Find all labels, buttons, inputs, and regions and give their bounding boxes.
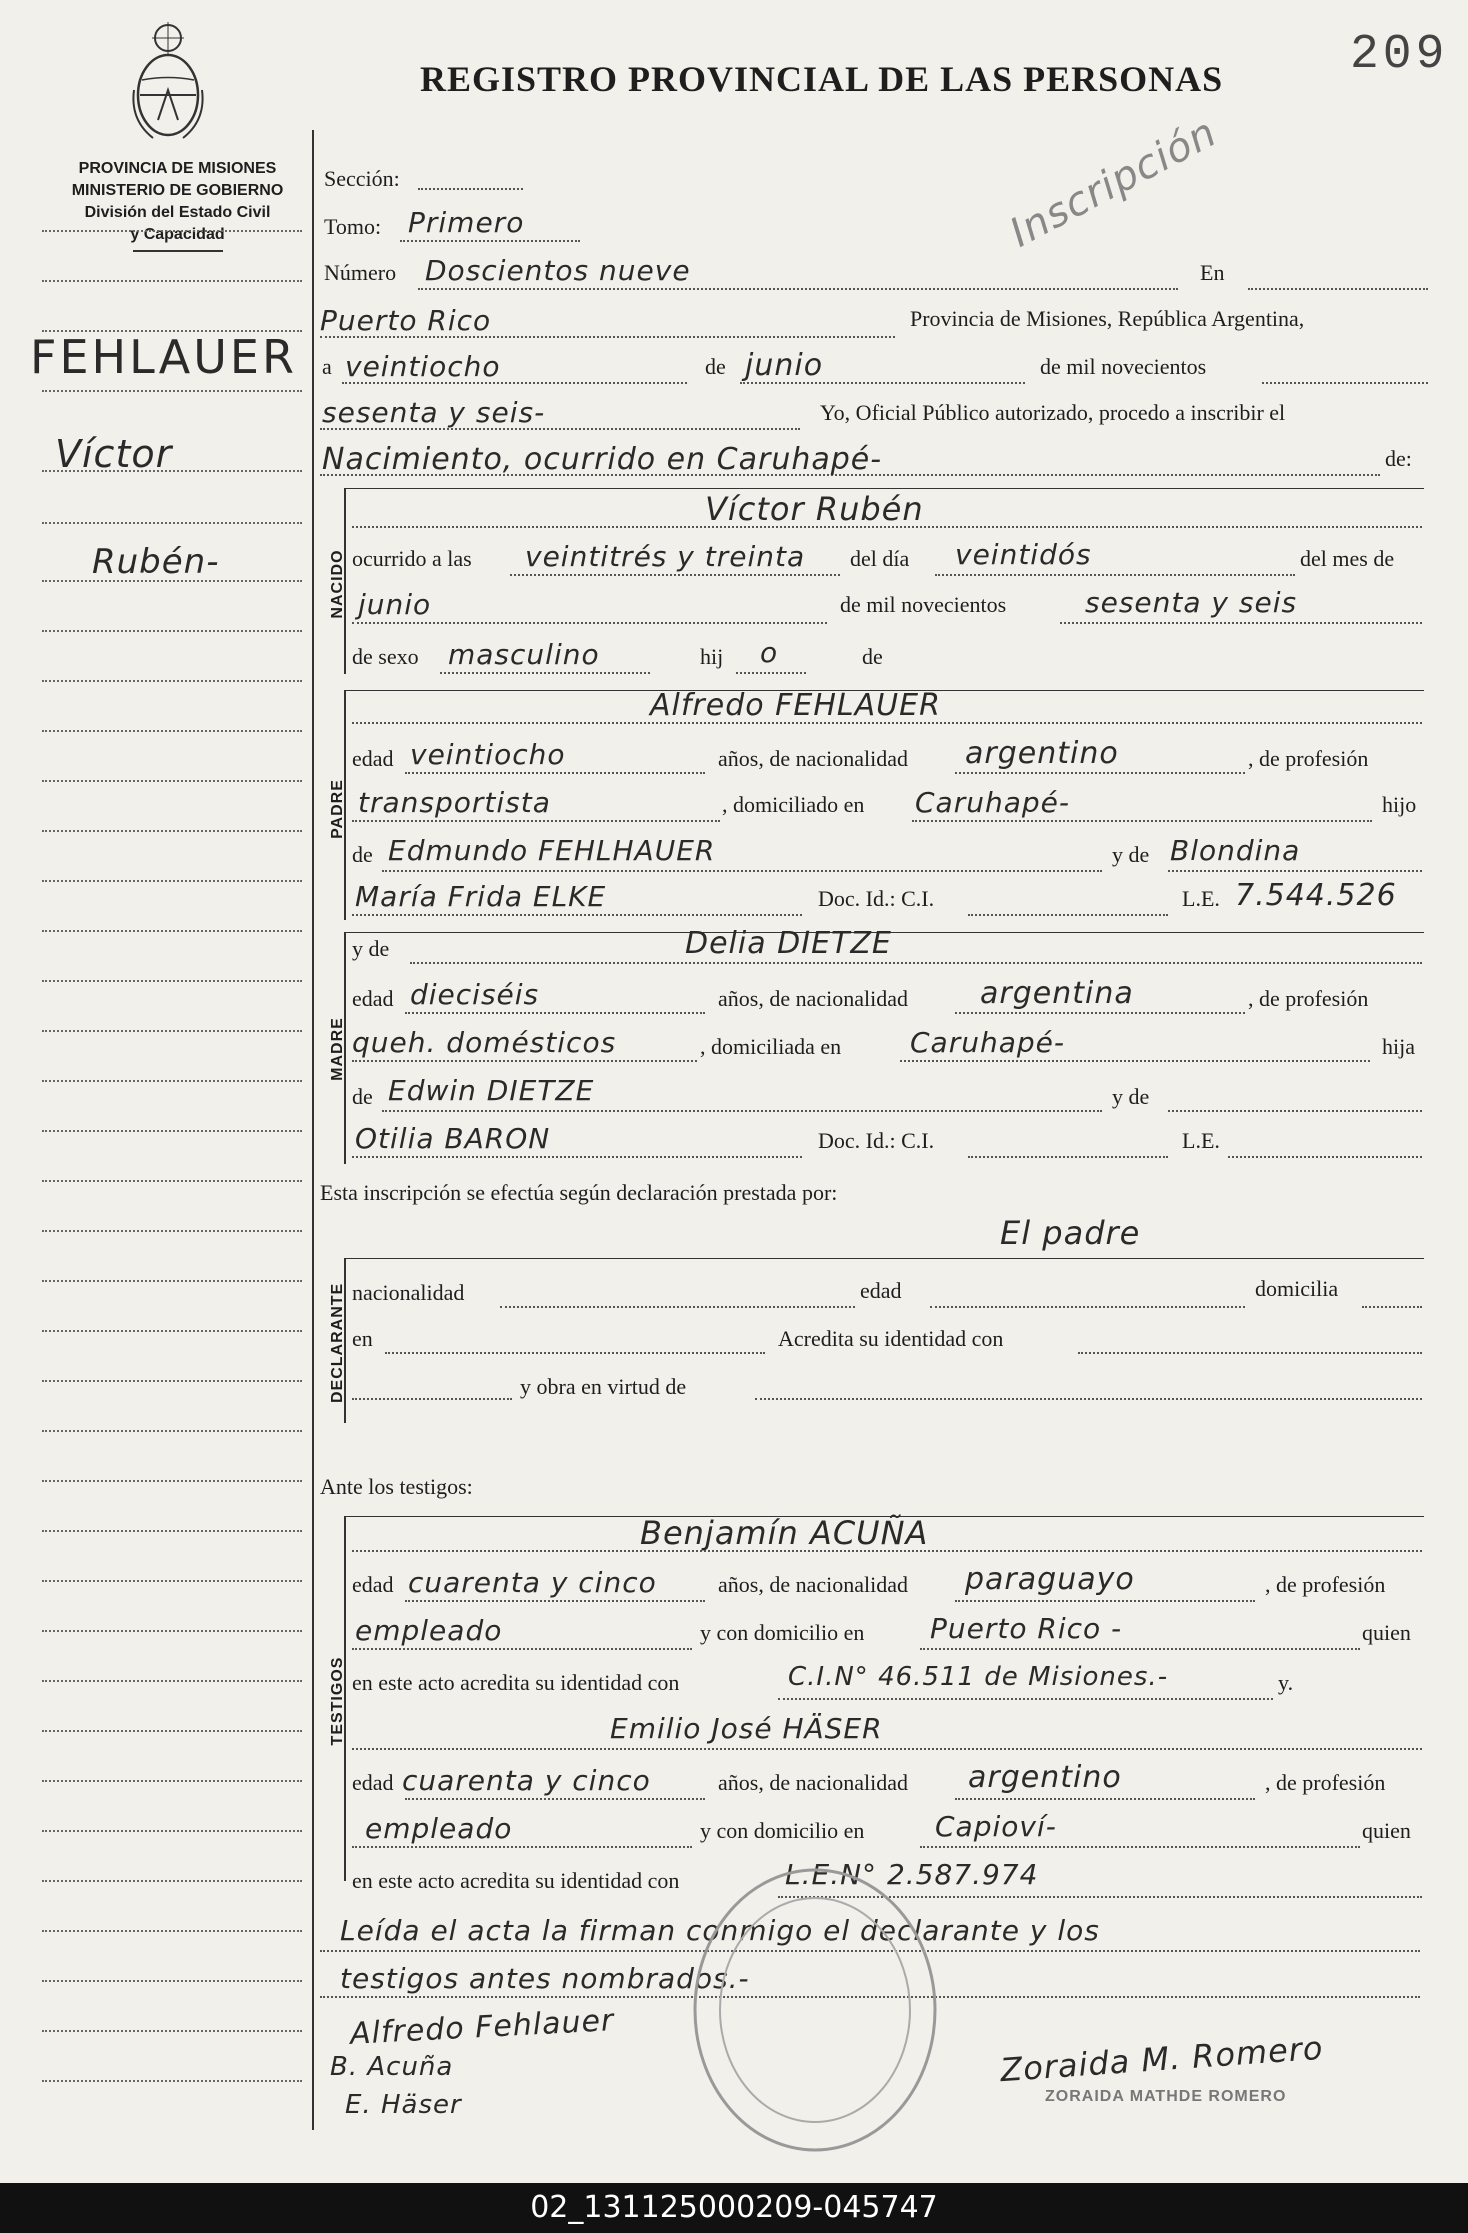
madre-father-value: Edwin DIETZE: [388, 1074, 595, 1107]
madre-de-label: de: [352, 1084, 373, 1109]
declaracion-text: Esta inscripción se efectúa según declaración prestada por:: [320, 1180, 838, 1205]
nacido-day-value: veintidós: [955, 538, 1092, 571]
testigo-2-dom-label: y con domicilio en: [700, 1818, 865, 1843]
testigo-1-prof-label: , de profesión: [1265, 1572, 1386, 1597]
padre-doc-label: Doc. Id.: C.I.: [818, 886, 935, 911]
office-block: [45, 158, 310, 252]
nacido-section-label: NACIDO: [329, 549, 346, 619]
declarante-en-label: en: [352, 1326, 373, 1351]
testigo-2-quien: quien: [1362, 1818, 1411, 1843]
madre-dom-value: Caruhapé-: [910, 1026, 1065, 1059]
padre-prof-value: transportista: [358, 786, 551, 819]
padre-edad-value: veintiocho: [410, 738, 566, 771]
testigo-1-nac-label: años, de nacionalidad: [718, 1572, 908, 1597]
nacido-year-value: sesenta y seis: [1085, 586, 1298, 619]
hour-value: veintitrés y treinta: [525, 540, 806, 573]
testigo-1-doc: C.I.N° 46.511 de Misiones.-: [788, 1662, 1169, 1692]
madre-prof-value: queh. domésticos: [352, 1026, 617, 1059]
testigo-1-name: Benjamín ACUÑA: [640, 1514, 929, 1552]
testigos-intro: Ante los testigos:: [320, 1474, 473, 1499]
hij-label: hij: [700, 644, 724, 669]
declarante-obra-label: y obra en virtud de: [520, 1374, 687, 1399]
testigo-2-acredita-label: en este acto acredita su identidad con: [352, 1868, 680, 1893]
padre-name: Alfredo FEHLAUER: [650, 688, 941, 723]
padre-dom-label: , domiciliado en: [722, 792, 865, 817]
del-mes-label: del mes de: [1300, 546, 1395, 571]
numero-value: Doscientos nueve: [425, 254, 691, 287]
office-line-3: División del Estado Civil: [84, 204, 271, 221]
madre-hija-label: hija: [1382, 1034, 1415, 1059]
de-label: de: [705, 354, 726, 379]
madre-nac-value: argentina: [980, 976, 1134, 1011]
mil-label: de mil novecientos: [1040, 354, 1207, 379]
testigo-1-dom-label: y con domicilio en: [700, 1620, 865, 1645]
madre-section-label: MADRE: [329, 1017, 346, 1081]
testigo-2-dom: Capioví-: [935, 1810, 1057, 1843]
testigo-1-quien: quien: [1362, 1620, 1411, 1645]
office-line-1: PROVINCIA DE MISIONES: [78, 160, 277, 177]
padre-le-label: L.E.: [1182, 886, 1220, 911]
closing-line-2: testigos antes nombrados.-: [340, 1962, 750, 1995]
signature-declarante: Alfredo Fehlauer: [349, 2003, 616, 2052]
madre-nac-label: años, de nacionalidad: [718, 986, 908, 1011]
declarante-acredita-label: Acredita su identidad con: [778, 1326, 1004, 1351]
declarante-section-label: DECLARANTE: [329, 1282, 346, 1403]
padre-dom-value: Caruhapé-: [915, 786, 1070, 819]
day-value: veintiocho: [345, 350, 501, 383]
madre-dom-label: , domiciliada en: [700, 1034, 842, 1059]
testigo-2-nac: argentino: [968, 1760, 1122, 1795]
madre-edad-label: edad: [352, 986, 394, 1011]
padre-mother-value-2: María Frida ELKE: [355, 880, 607, 913]
page-title: REGISTRO PROVINCIAL DE LAS PERSONAS: [420, 59, 1224, 99]
signature-witness-1: B. Acuña: [330, 2052, 454, 2082]
margin-name-1: Víctor: [55, 432, 173, 476]
sexo-value: masculino: [448, 638, 600, 671]
testigo-2-name: Emilio José HÄSER: [610, 1712, 883, 1745]
declarante-edad-label: edad: [860, 1278, 902, 1303]
office-line-2: MINISTERIO DE GOBIERNO: [71, 182, 284, 199]
closing-line-1: Leída el acta la firman conmigo el declarante y los: [340, 1914, 1100, 1947]
nacido-name: Víctor Rubén: [705, 490, 924, 528]
official-stamp-text: ZORAIDA MATHDE ROMERO: [1045, 2088, 1287, 2105]
ocurrido-label: ocurrido a las: [352, 546, 472, 571]
testigo-1-nac: paraguayo: [965, 1562, 1135, 1597]
testigo-2-prof-label: , de profesión: [1265, 1770, 1386, 1795]
page-number: 209: [1350, 28, 1449, 82]
padre-father-value: Edmundo FEHLHAUER: [388, 834, 716, 867]
declarante-nac-label: nacionalidad: [352, 1280, 465, 1305]
testigo-1-edad: cuarenta y cinco: [408, 1566, 657, 1599]
official-seal-icon: [685, 1860, 945, 2160]
margin-surname: FEHLAUER: [30, 330, 297, 384]
padre-de-label: de: [352, 842, 373, 867]
stamp-note: Inscripción: [1002, 109, 1225, 257]
de-colon: de:: [1385, 446, 1412, 471]
place-value: Puerto Rico: [320, 304, 492, 337]
padre-prof-label: , de profesión: [1248, 746, 1369, 771]
testigo-1-dom: Puerto Rico -: [930, 1612, 1123, 1645]
testigo-2-doc: L.E.N° 2.587.974: [785, 1858, 1039, 1891]
padre-nac-label: años, de nacionalidad: [718, 746, 908, 771]
testigo-1-edad-label: edad: [352, 1572, 394, 1597]
en-label: En: [1200, 260, 1225, 285]
testigo-1-y: y.: [1278, 1670, 1294, 1695]
testigo-1-prof: empleado: [355, 1614, 503, 1647]
signature-official: Zoraida M. Romero: [999, 2028, 1325, 2090]
hij-value: o: [760, 636, 779, 669]
padre-y-de-label: y de: [1112, 842, 1150, 867]
oficial-text: Yo, Oficial Público autorizado, procedo a inscribir el: [820, 400, 1286, 425]
testigo-2-nac-label: años, de nacionalidad: [718, 1770, 908, 1795]
footer-id-bar: 02_131125000209-045747: [0, 2183, 1468, 2233]
madre-y-de-label: y de: [352, 936, 390, 961]
sexo-label: de sexo: [352, 644, 419, 669]
testigo-2-edad: cuarenta y cinco: [402, 1764, 651, 1797]
province-text: Provincia de Misiones, República Argentina,: [910, 306, 1305, 331]
testigo-2-edad-label: edad: [352, 1770, 394, 1795]
madre-y-de2-label: y de: [1112, 1084, 1150, 1109]
padre-section-label: PADRE: [329, 779, 346, 839]
declarante-dom-label: domicilia: [1255, 1276, 1339, 1301]
office-line-4: y Capacidad: [130, 226, 225, 243]
numero-label: Número: [324, 260, 397, 285]
padre-edad-label: edad: [352, 746, 394, 771]
margin-name-2: Rubén-: [92, 542, 220, 582]
tomo-value: Primero: [408, 206, 525, 239]
madre-mother-value: Otilia BARON: [355, 1122, 551, 1155]
act-value: Nacimiento, ocurrido en Caruhapé-: [322, 442, 883, 477]
testigo-2-prof: empleado: [365, 1812, 513, 1845]
seccion-label: Sección:: [324, 166, 400, 191]
padre-mother-value: Blondina: [1170, 834, 1301, 867]
tomo-label: Tomo:: [324, 214, 382, 239]
declaracion-value: El padre: [1000, 1214, 1141, 1252]
year-value: sesenta y seis-: [322, 396, 546, 429]
month-value: junio: [745, 348, 824, 383]
padre-le-value: 7.544.526: [1235, 878, 1397, 913]
nacido-mil-label: de mil novecientos: [840, 592, 1007, 617]
madre-edad-value: dieciséis: [410, 978, 540, 1011]
testigos-section-label: TESTIGOS: [329, 1656, 346, 1746]
nacido-month-value: junio: [358, 588, 432, 621]
a-label: a: [322, 354, 332, 379]
del-dia-label: del día: [850, 546, 910, 571]
madre-doc-label: Doc. Id.: C.I.: [818, 1128, 935, 1153]
padre-hijo-label: hijo: [1382, 792, 1417, 817]
madre-le-label: L.E.: [1182, 1128, 1220, 1153]
signature-witness-2: E. Häser: [345, 2090, 462, 2120]
madre-prof-label: , de profesión: [1248, 986, 1369, 1011]
nacido-de-label: de: [862, 644, 883, 669]
testigo-1-acredita-label: en este acto acredita su identidad con: [352, 1670, 680, 1695]
madre-name: Delia DIETZE: [685, 926, 892, 961]
padre-nac-value: argentino: [965, 736, 1119, 771]
coat-of-arms-icon: [128, 20, 208, 145]
